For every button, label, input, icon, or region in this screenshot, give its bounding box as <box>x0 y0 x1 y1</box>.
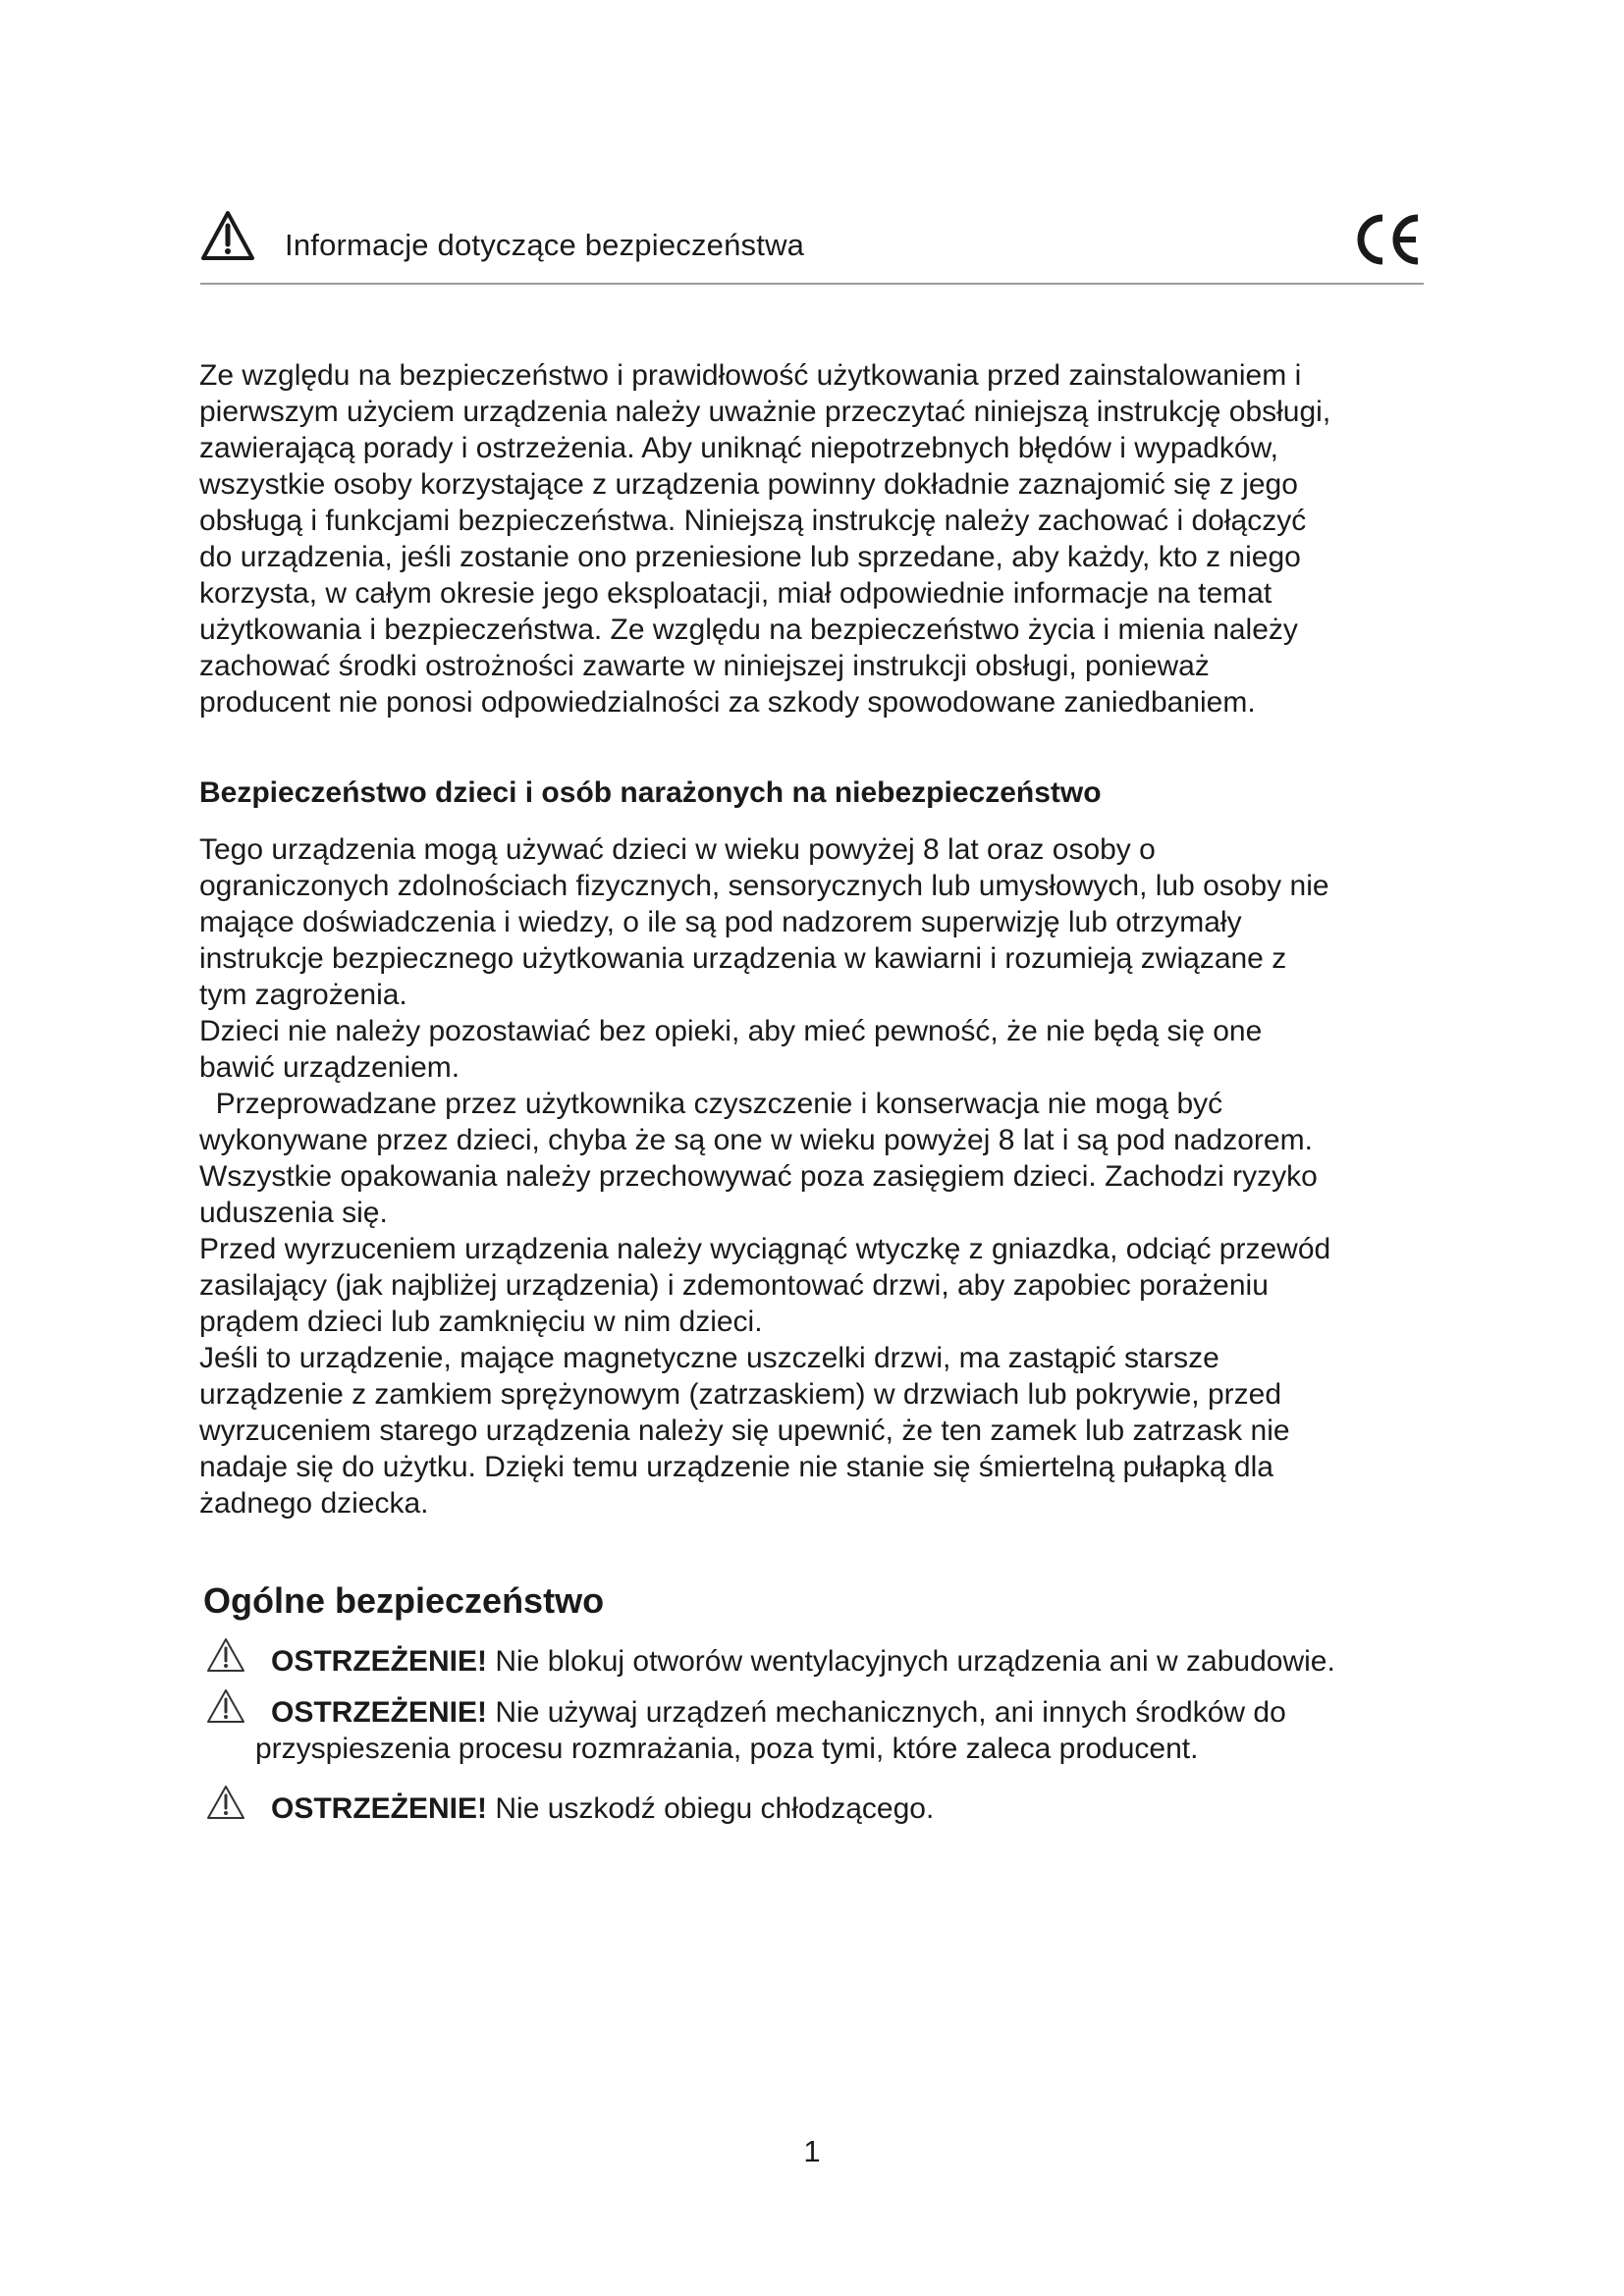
intro-line: korzysta, w całym okresie jego eksploatacji, miał odpowiednie informacje na temat <box>199 577 1272 610</box>
warning-triangle-icon <box>200 210 255 261</box>
children-line: Dzieci nie należy pozostawiać bez opieki, aby mieć pewność, że nie będą się one <box>199 1015 1263 1047</box>
children-line: nadaje się do użytku. Dzięki temu urządzenie nie stanie się śmiertelną pułapką dla <box>199 1451 1273 1483</box>
warning-text: Nie uszkodź obiegu chłodzącego. <box>495 1792 935 1825</box>
intro-line: do urządzenia, jeśli zostanie ono przeniesione lub sprzedane, aby każdy, kto z niego <box>199 541 1301 573</box>
children-line: ograniczonych zdolnościach fizycznych, sensorycznych lub umysłowych, lub osoby nie <box>199 870 1329 902</box>
warning-triangle-icon <box>206 1785 245 1820</box>
children-safety-heading: Bezpieczeństwo dzieci i osób narażonych na niebezpieczeństwo <box>199 776 1102 809</box>
warning-triangle-icon <box>206 1688 245 1724</box>
intro-line: zachować środki ostrożności zawarte w niniejszej instrukcji obsługi, ponieważ <box>199 650 1210 682</box>
children-line: prądem dzieci lub zamknięciu w nim dzieci. <box>199 1306 763 1338</box>
intro-paragraph <box>199 357 1427 721</box>
children-line: Wszystkie opakowania należy przechowywać poza zasięgiem dzieci. Zachodzi ryzyko <box>199 1160 1318 1193</box>
children-line: Przed wyrzuceniem urządzenia należy wyciągnąć wtyczkę z gniazdka, odciąć przewód <box>199 1233 1331 1265</box>
children-line: zasilający (jak najbliżej urządzenia) i zdemontować drzwi, aby zapobiec porażeniu <box>199 1269 1269 1302</box>
children-line: tym zagrożenia. <box>199 979 407 1011</box>
intro-line: pierwszym użyciem urządzenia należy uważnie przeczytać niniejszą instrukcję obsługi, <box>199 396 1331 428</box>
page-title: Informacje dotyczące bezpieczeństwa <box>285 228 805 262</box>
intro-line: wszystkie osoby korzystające z urządzenia powinny dokładnie zaznajomić się z jego <box>199 468 1298 501</box>
warning-triangle-icon <box>206 1637 245 1673</box>
children-line: Tego urządzenia mogą używać dzieci w wieku powyżej 8 lat oraz osoby o <box>199 833 1156 866</box>
warning-text: Nie używaj urządzeń mechanicznych, ani innych środków do <box>495 1696 1286 1729</box>
intro-line: obsługą i funkcjami bezpieczeństwa. Niniejszą instrukcję należy zachować i dołączyć <box>199 505 1307 537</box>
warning-item <box>206 1790 1434 1827</box>
intro-line: zawierającą porady i ostrzeżenia. Aby uniknąć niepotrzebnych błędów i wypadków, <box>199 432 1278 464</box>
warning-line <box>206 1643 1434 1680</box>
children-line: Jeśli to urządzenie, mające magnetyczne uszczelki drzwi, ma zastąpić starsze <box>199 1342 1219 1374</box>
page-number: 1 <box>803 2134 821 2168</box>
warning-line <box>206 1790 1434 1827</box>
page-header <box>200 210 1424 285</box>
children-line: uduszenia się. <box>199 1197 388 1229</box>
warning-label: OSTRZEŻENIE! <box>271 1645 488 1678</box>
intro-line: użytkowania i bezpieczeństwa. Ze względu na bezpieczeństwo życia i mienia należy <box>199 614 1298 646</box>
warning-label: OSTRZEŻENIE! <box>271 1792 488 1825</box>
children-line: żadnego dziecka. <box>199 1487 429 1520</box>
children-line: wykonywane przez dzieci, chyba że są one w wieku powyżej 8 lat i są pod nadzorem. <box>199 1124 1313 1156</box>
warning-line <box>206 1694 1434 1731</box>
intro-line: Ze względu na bezpieczeństwo i prawidłowość użytkowania przed zainstalowaniem i <box>199 359 1302 392</box>
children-line: Przeprowadzane przez użytkownika czyszczenie i konserwacja nie mogą być <box>199 1088 1223 1120</box>
warning-item <box>206 1694 1434 1767</box>
general-safety-heading: Ogólne bezpieczeństwo <box>203 1580 605 1621</box>
warning-item <box>206 1643 1434 1680</box>
warning-text: Nie blokuj otworów wentylacyjnych urządzenia ani w zabudowie. <box>495 1645 1335 1678</box>
children-line: wyrzuceniem starego urządzenia należy się upewnić, że ten zamek lub zatrzask nie <box>199 1415 1290 1447</box>
children-line: mające doświadczenia i wiedzy, o ile są pod nadzorem superwizję lub otrzymały <box>199 906 1242 938</box>
children-line: instrukcje bezpiecznego użytkowania urządzenia w kawiarni i rozumieją związane z <box>199 942 1287 975</box>
warning-continuation: przyspieszenia procesu rozmrażania, poza tymi, które zaleca producent. <box>255 1733 1199 1765</box>
children-line: urządzenie z zamkiem sprężynowym (zatrzaskiem) w drzwiach lub pokrywie, przed <box>199 1378 1282 1411</box>
intro-line: producent nie ponosi odpowiedzialności za szkody spowodowane zaniedbaniem. <box>199 686 1256 719</box>
children-line: bawić urządzeniem. <box>199 1051 460 1084</box>
warning-label: OSTRZEŻENIE! <box>271 1696 488 1729</box>
ce-mark-icon <box>1353 212 1424 267</box>
children-safety-paragraph <box>199 831 1427 1522</box>
